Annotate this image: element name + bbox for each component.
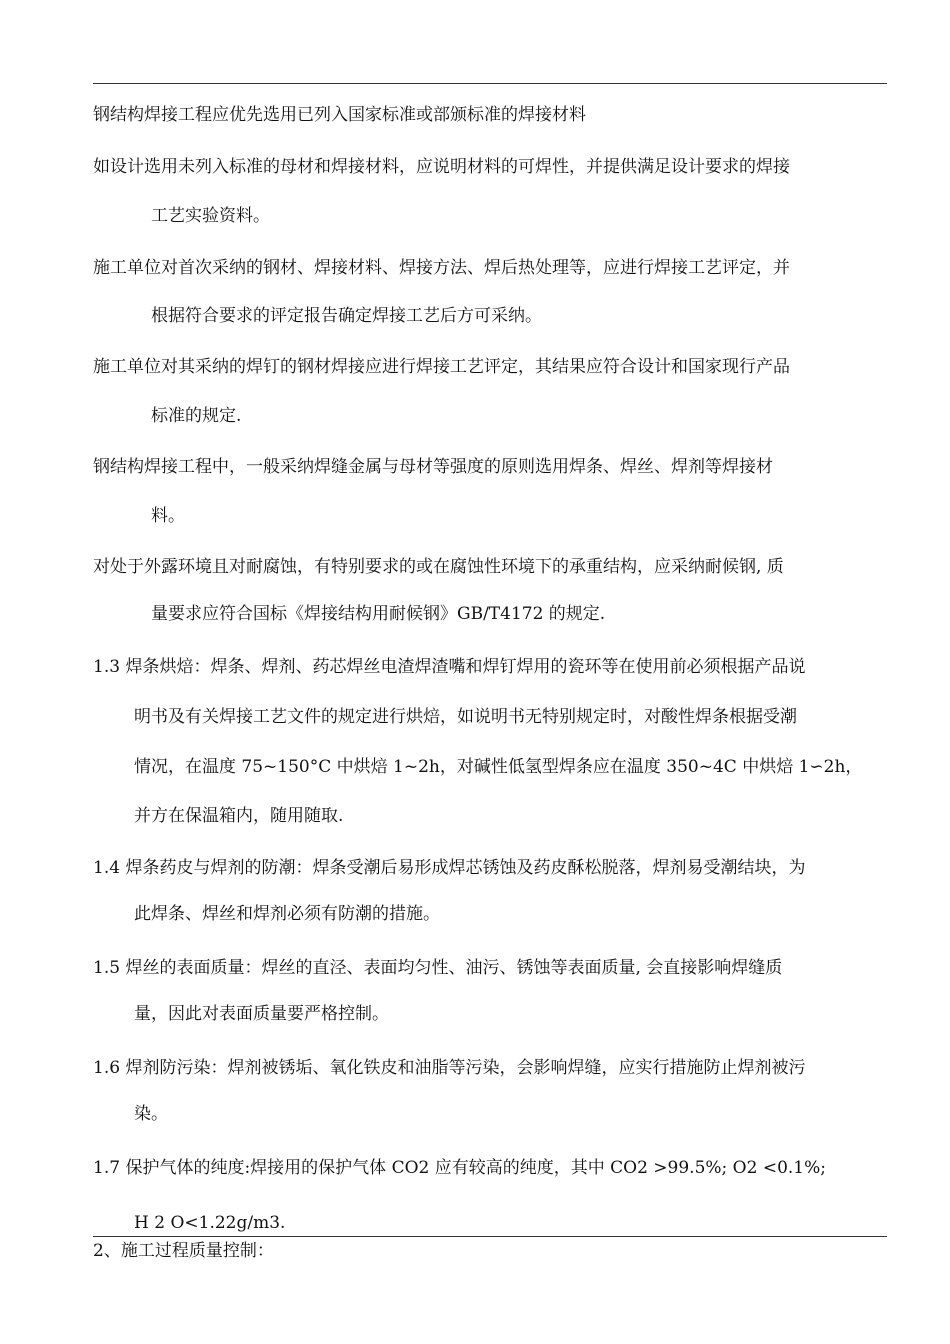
paragraph-5-line-1: 钢结构焊接工程中，一般采纳焊缝金属与母材等强度的原则选用焊条、焊丝、焊剂等焊接材 — [93, 457, 773, 477]
paragraph-1-5-line-1: 1.5 焊丝的表面质量：焊丝的直泾、表面均匀性、油污、锈蚀等表面质量, 会直接影响焊缝质 — [93, 958, 783, 978]
paragraph-1-3-line-2: 明书及有关焊接工艺文件的规定进行烘焙，如说明书无特别规定时，对酸性焊条根据受潮 — [134, 707, 797, 727]
paragraph-1-3-line-3: 情况，在温度 75~150°C 中烘焙 1~2h，对碱性低氢型焊条应在温度 350~4C 中烘焙 1∽2h， — [134, 757, 863, 777]
paragraph-1-line-1: 钢结构焊接工程应优先选用已列入国家标准或部颁标准的焊接材料 — [93, 105, 586, 125]
paragraph-6-line-2: 量要求应符合国标《焊接结构用耐候钢》GB/T4172 的规定. — [151, 604, 606, 624]
paragraph-1-6-line-2: 染。 — [134, 1104, 168, 1124]
paragraph-2-line-2: 工艺实验资料。 — [151, 206, 270, 226]
paragraph-1-3-line-4: 并方在保温箱内，随用随取. — [134, 806, 344, 826]
paragraph-3-line-1: 施工单位对首次采纳的钢材、焊接材料、焊接方法、焊后热处理等，应进行焊接工艺评定，并 — [93, 258, 790, 278]
paragraph-1-5-line-2: 量，因此对表面质量要严格控制。 — [134, 1004, 389, 1024]
paragraph-1-6-line-1: 1.6 焊剂防污染：焊剂被锈垢、氧化铁皮和油脂等污染，会影响焊缝，应实行措施防止焊剂被污 — [93, 1058, 806, 1078]
paragraph-1-3-line-1: 1.3 焊条烘焙：焊条、焊剂、药芯焊丝电渣焊渣嘴和焊钉焊用的瓷环等在使用前必须根据产品说 — [93, 657, 806, 677]
paragraph-1-7-line-1: 1.7 保护气体的纯度:焊接用的保护气体 CO2 应有较高的纯度，其中 CO2 >99.5%; O2 <0.1%; — [93, 1158, 826, 1178]
paragraph-4-line-1: 施工单位对其采纳的焊钉的钢材焊接应进行焊接工艺评定，其结果应符合设计和国家现行产品 — [93, 357, 790, 377]
paragraph-2-line-1: 如设计选用未列入标准的母材和焊接材料，应说明材料的可焊性，并提供满足设计要求的焊接 — [93, 157, 790, 177]
paragraph-1-4-line-2: 此焊条、焊丝和焊剂必须有防潮的措施。 — [134, 904, 440, 924]
paragraph-5-line-2: 料。 — [151, 506, 185, 526]
paragraph-6-line-1: 对处于外露环境且对耐腐蚀，有特别要求的或在腐蚀性环境下的承重结构，应采纳耐候钢, 质 — [93, 557, 784, 577]
paragraph-4-line-2: 标准的规定. — [151, 406, 242, 426]
section-divider — [93, 1236, 887, 1237]
paragraph-1-4-line-1: 1.4 焊条药皮与焊剂的防潮：焊条受潮后易形成焊芯锈蚀及药皮酥松脱落，焊剂易受潮结块，为 — [93, 858, 806, 878]
header-rule — [93, 83, 887, 84]
paragraph-3-line-2: 根据符合要求的评定报告确定焊接工艺后方可采纳。 — [151, 306, 542, 326]
paragraph-1-7-line-2: H 2 O<1.22g/m3. — [134, 1213, 286, 1233]
section-heading: 2、施工过程质量控制： — [93, 1241, 274, 1261]
